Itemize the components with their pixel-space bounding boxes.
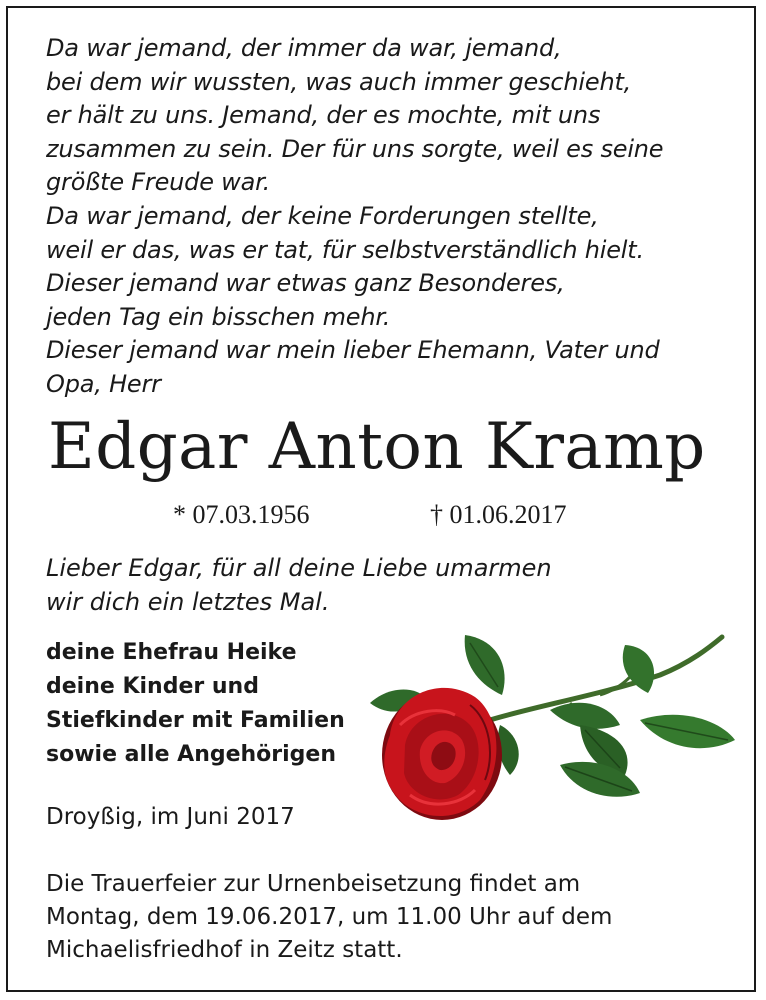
poem-line: zusammen zu sein. Der für uns sorgte, weil es seine — [46, 134, 664, 163]
farewell-line: wir dich ein letztes Mal. — [46, 587, 330, 616]
mourner-line: Stiefkinder mit Familien — [46, 708, 345, 733]
mourner-line: deine Kinder und — [46, 674, 259, 699]
poem-line: Da war jemand, der immer da war, jemand, — [46, 34, 562, 62]
mourner-line: deine Ehefrau Heike — [46, 640, 297, 665]
poem-line: weil er das, was er tat, für selbstverständlich hielt. — [46, 235, 644, 264]
poem-line: jeden Tag ein bisschen mehr. — [46, 302, 391, 331]
death-date: † 01.06.2017 — [430, 500, 567, 529]
mourners-list — [46, 636, 345, 772]
poem-line: Dieser jemand war mein lieber Ehemann, Vater und — [46, 336, 660, 365]
poem-line: Opa, Herr — [46, 369, 161, 398]
farewell-message — [46, 552, 552, 619]
poem-line: größte Freude war. — [46, 168, 271, 197]
ceremony-line: Michaelisfriedhof in Zeitz statt. — [46, 937, 403, 963]
deceased-name: Edgar Anton Kramp — [48, 410, 706, 484]
poem-line: Da war jemand, der keine Forderungen stellte, — [46, 201, 599, 230]
ceremony-line: Montag, dem 19.06.2017, um 11.00 Uhr auf dem — [46, 904, 613, 930]
red-rose-icon — [370, 625, 740, 830]
poem — [46, 32, 726, 402]
ceremony-line: Die Trauerfeier zur Urnenbeisetzung findet am — [46, 871, 581, 897]
farewell-line: Lieber Edgar, für all deine Liebe umarmen — [46, 554, 552, 582]
poem-line: bei dem wir wussten, was auch immer geschieht, — [46, 67, 632, 96]
place-date: Droyßig, im Juni 2017 — [46, 804, 295, 830]
poem-line: er hält zu uns. Jemand, der es mochte, mit uns — [46, 101, 601, 130]
poem-line: Dieser jemand war etwas ganz Besonderes, — [46, 269, 565, 298]
funeral-notice — [46, 868, 612, 967]
mourner-line: sowie alle Angehörigen — [46, 742, 337, 767]
birth-date: * 07.03.1956 — [173, 500, 310, 529]
